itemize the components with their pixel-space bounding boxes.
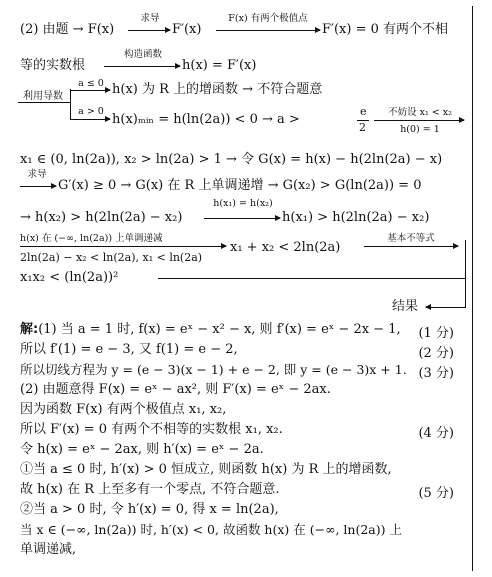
flow-r4-label-top: 不妨设 x₁ < x₂ [388,107,452,118]
flow-r1-arrow1 [128,30,170,31]
flow-r1-label2: F(x) 有两个极值点 [228,13,308,24]
flow-r3-label: 利用导数 [23,91,63,102]
flow-r4-arrow [70,119,110,120]
flow-r2-start: 等的实数根 [20,58,86,73]
sol-line-11: 当 x ∈ (−∞, ln(2a)) 时, h′(x) < 0, 故函数 h(x) 在 (−∞, ln(2a)) 上 [20,522,402,537]
sol-line-12: 单调递减, [20,542,77,557]
flow-r1-arrow2 [216,30,320,31]
sol-line-3: 所以切线方程为 y = (e − 3)(x − 1) + e − 2, 即 y = (e − 3)x + 1. [20,362,407,377]
sol-line-7: 令 h(x) = eˣ − 2ax, 则 h′(x) = eˣ − 2a. [20,442,264,457]
flow-r7-start: → h(x₂) > h(2ln(2a) − x₂) [20,210,183,225]
sol-line-2: 所以 f′(1) = e − 3, 又 f(1) = e − 2, [20,342,238,357]
flow-r4-frac-den: 2 [359,121,366,134]
flow-r8-arrow [20,246,226,247]
score-5: (5 分) [418,486,454,501]
flow-r3-arrow [70,90,110,91]
flow-r1-label1: 求导 [140,13,160,24]
flow-r1-mid: F′(x) [172,22,202,37]
flow-r7-end: h(x₁) > h(2ln(2a) − x₂) [282,210,430,225]
flow-r7-label: h(x₁) = h(x₂) [213,198,273,209]
flow-r10-text: x₁x₂ < (ln(2a))² [20,270,119,285]
sol-line-1-text: (1) 当 a = 1 时, f(x) = eˣ − x² − x, 则 f′(x) = eˣ − 2x − 1, [38,322,401,337]
sol-line-6: 所以 F′(x) = 0 有两个不相等的实数根 x₁, x₂. [20,422,283,437]
sol-line-8: ①当 a ≤ 0 时, h′(x) > 0 恒成立, 则函数 h(x) 为 R 上的增函数, [20,462,392,477]
flow-r6-text: G′(x) ≥ 0 → G(x) 在 R 上单调递增 → G(x₂) > G(ln(2a)) = 0 [58,178,422,193]
flow-r6-arrow [20,186,56,187]
flow-r4-label-bot: h(0) = 1 [400,124,440,135]
sol-line-4: (2) 由题意得 F(x) = eˣ − ax², 则 F′(x) = eˣ − 2ax. [20,382,331,397]
flow-r1-start: (2) 由题 → F(x) [20,22,115,37]
flow-result: 结果 [392,299,419,314]
sol-line-5: 因为函数 F(x) 有两个极值点 x₁, x₂, [20,402,227,417]
flow-r8-mid: x₁ + x₂ < 2ln(2a) [230,240,341,255]
flow-result-arrow [426,307,465,308]
flow-branch-vertical [70,89,71,119]
flow-r8-arrow2 [364,246,458,247]
sol-heading: 解: [20,322,39,337]
page-right-border [472,6,473,571]
score-1: (1 分) [418,326,454,341]
score-3: (3 分) [418,366,454,381]
flow-loop-vertical [465,240,466,308]
sol-line-10: ②当 a > 0 时, 令 h′(x) = 0, 得 x = ln(2a), [20,502,279,517]
sol-line-9: 故 h(x) 在 R 上至多有一个零点, 不符合题意. [20,482,280,497]
flow-r4-cond: a > 0 [78,106,104,117]
flow-r7-arrow [204,218,280,219]
flow-r4-text: h(x)ₘᵢₙ = h(ln(2a)) < 0 → a > [112,112,300,127]
flow-r3-text: h(x) 为 R 上的增函数 → 不符合题意 [112,82,323,97]
flow-r8-label2: 基本不等式 [387,233,435,244]
sol-line-1 [20,322,401,338]
flow-r2-end: h(x) = F′(x) [182,58,257,73]
flow-r4-frac-num: e [360,105,367,118]
flow-r6-label: 求导 [27,169,47,180]
flow-r2-label: 构造函数 [123,49,162,60]
score-4: (4 分) [418,426,454,441]
flow-r10-line [158,278,465,279]
flow-r8-label: h(x) 在 (−∞, ln(2a)) 上单调递减 [20,233,163,244]
flow-r2-arrow [104,66,180,67]
flow-r5-text: x₁ ∈ (0, ln(2a)), x₂ > ln(2a) > 1 → 令 G(x) = h(x) − h(2ln(2a) − x) [20,152,443,167]
flow-r3-cond: a ≤ 0 [78,78,104,89]
flow-branch-underline [18,102,70,103]
flow-r1-end: F′(x) = 0 有两个不相 [322,22,449,37]
flow-r9-text: 2ln(2a) − x₂ < ln(2a), x₁ < ln(2a) [20,251,203,264]
score-2: (2 分) [418,346,454,361]
flow-r4-arrow2 [374,120,464,121]
